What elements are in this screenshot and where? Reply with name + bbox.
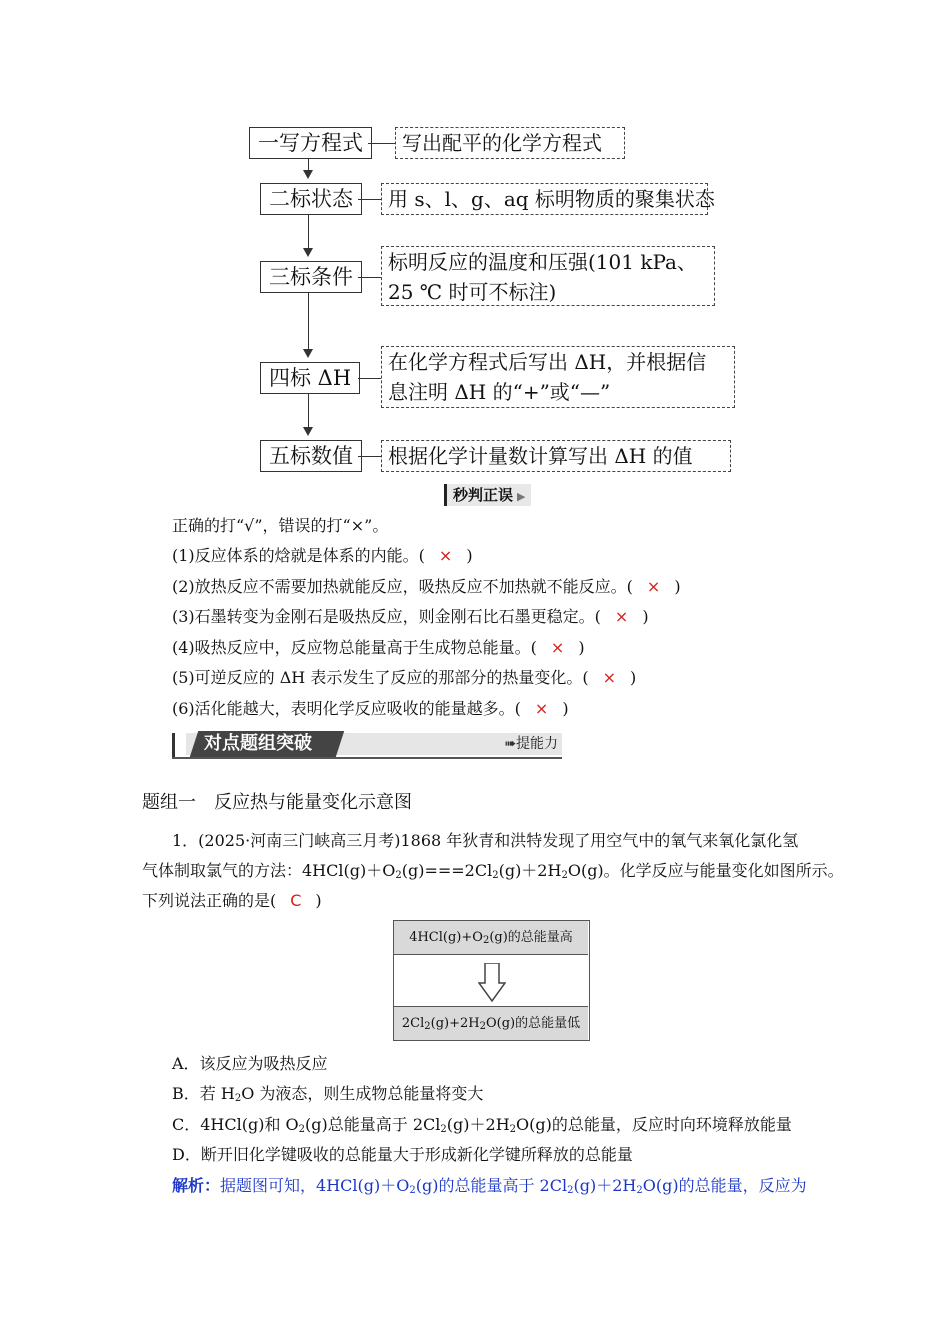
- flow-desc-3-line1: 标明反应的温度和压强(101 kPa、: [388, 250, 697, 274]
- arrow-right-icon: ➠: [504, 736, 516, 752]
- section-banner: [172, 731, 562, 759]
- wrong-mark: ×: [646, 577, 661, 596]
- quickjudge-item-1: (1)反应体系的焓就是体系的内能。( × ): [172, 546, 473, 565]
- flow-desc-4: [381, 346, 735, 408]
- energy-low-box: $2Cl_2(g)+2H_2O(g)$的总能量低: [394, 1006, 588, 1040]
- answer-mark: C: [290, 891, 302, 910]
- question-line-1: 1．(2025·河南三门峡高三月考)1868 年狄青和洪特发现了用空气中的氧气来氧化氯化氢: [172, 831, 799, 850]
- option-d: D．断开旧化学键吸收的总能量大于形成新化学键所释放的总能量: [172, 1145, 633, 1164]
- down-arrow-icon: [478, 963, 506, 1003]
- quickjudge-item-2: (2)放热反应不需要加热就能反应，吸热反应不加热就不能反应。( × ): [172, 577, 681, 596]
- quickjudge-item-4: (4)吸热反应中，反应物总能量高于生成物总能量。( × ): [172, 638, 585, 657]
- flow-desc-1: 写出配平的化学方程式: [395, 127, 625, 159]
- banner-title: 对点题组突破: [190, 731, 344, 757]
- option-a: A．该反应为吸热反应: [172, 1054, 328, 1073]
- flow-step-1: 一写方程式: [249, 127, 372, 159]
- flow-desc-2: 用 s、l、g、aq 标明物质的聚集状态: [381, 183, 708, 215]
- flow-desc-4-line1: 在化学方程式后写出 ΔH，并根据信: [388, 350, 707, 374]
- group-title: 题组一 反应热与能量变化示意图: [142, 792, 412, 813]
- flow-step-3: 三标条件: [260, 261, 362, 293]
- question-line-2: 气体制取氯气的方法：$4HCl(g)+O_2(g)===2Cl_2(g)+2H_2O(g)$。化学反应与能量变化如图所示。: [142, 861, 844, 881]
- wrong-mark: ×: [614, 607, 629, 626]
- flow-step-2: 二标状态: [260, 183, 362, 215]
- flow-desc-3: [381, 246, 715, 306]
- wrong-mark: ×: [438, 546, 453, 565]
- flow-step-4: 四标 ΔH: [260, 362, 360, 394]
- analysis: 解析：据题图可知，$4HCl(g)+O_2(g)$的总能量高于 $2Cl_2(g)+2H_2O(g)$的总能量，反应为: [172, 1176, 807, 1196]
- energy-diagram: [393, 920, 590, 1041]
- wrong-mark: ×: [550, 638, 565, 657]
- quickjudge-intro: 正确的打“√”，错误的打“×”。: [172, 516, 389, 535]
- question-line-3: 下列说法正确的是( C ): [142, 891, 322, 910]
- wrong-mark: ×: [602, 668, 616, 687]
- quickjudge-item-3: (3)石墨转变为金刚石是吸热反应，则金刚石比石墨更稳定。( × ): [172, 607, 649, 626]
- option-c: C．4HCl(g)和 $O_2(g)$总能量高于 $2Cl_2(g)+2H_2O(g)$的总能量，反应时向环境释放能量: [172, 1115, 792, 1135]
- energy-high-box: $4HCl(g)+O_2(g)$的总能量高: [394, 921, 588, 955]
- flow-desc-4-line2: 息注明 ΔH 的“+”或“—”: [388, 380, 611, 404]
- flow-desc-5: 根据化学计量数计算写出 ΔH 的值: [381, 440, 731, 472]
- wrong-mark: ×: [534, 699, 549, 718]
- quickjudge-title: 秒判正误 ▶: [444, 484, 531, 506]
- flow-desc-3-line2: 25 ℃ 时可不标注): [388, 280, 557, 304]
- quickjudge-item-6: (6)活化能越大，表明化学反应吸收的能量越多。( × ): [172, 699, 569, 718]
- banner-tag: ➠提能力: [504, 736, 558, 752]
- flow-step-5: 五标数值: [260, 440, 362, 472]
- quickjudge-item-5: (5)可逆反应的 ΔH 表示发生了反应的那部分的热量变化。( × ): [172, 668, 637, 687]
- option-b: B．若 $H_2O$ 为液态，则生成物总能量将变大: [172, 1084, 484, 1104]
